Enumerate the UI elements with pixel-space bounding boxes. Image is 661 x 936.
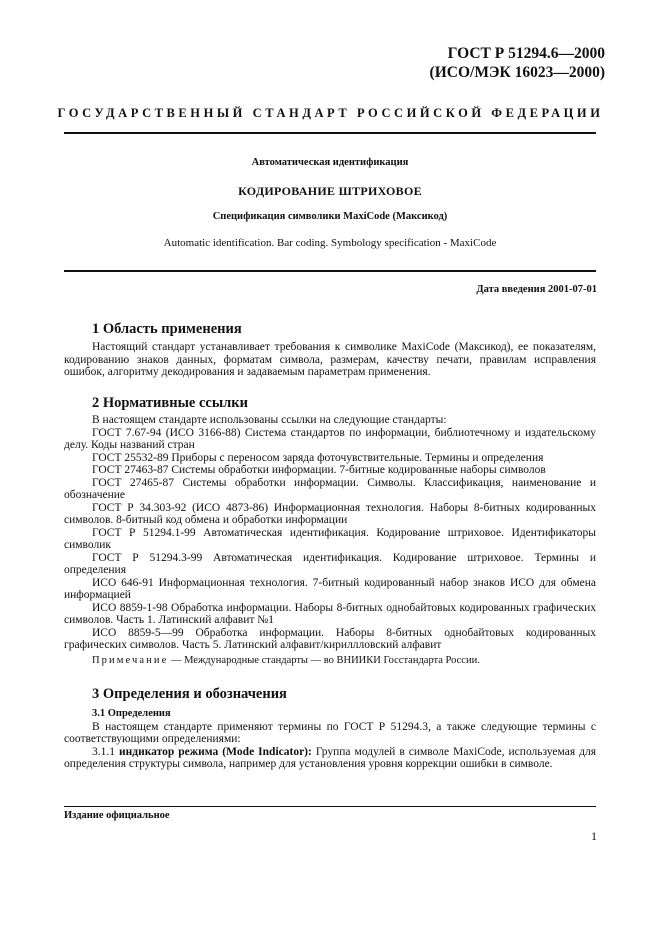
section3-heading-text: 3 Определения и обозначения — [92, 686, 287, 702]
footer-divider — [64, 806, 596, 807]
reference-item: ГОСТ 7.67-94 (ИСО 3166-88) Система стандартов по информации, библиотечному и издательскому делу. Коды названий стран — [64, 426, 596, 451]
subsection-heading — [64, 707, 596, 721]
top-divider — [64, 132, 596, 134]
section3-heading — [92, 686, 287, 703]
section1-paragraph: Настоящий стандарт устанавливает требования к символике MaxiCode (Максикод), ее показателям, кодированию знаков данных, форматам символа, размерам, качеству печати, правилам исправления ошибок, алгоритму декодирования и задаваемым параметрам применения. — [64, 341, 596, 378]
title-divider — [64, 270, 596, 272]
reference-item: ИСО 8859-5—99 Обработка информации. Наборы 8-битных однобайтовых кодированных графических символов. Часть 5. Латинский алфавит/кириллловский алфавит — [64, 626, 596, 651]
section3-intro: В настоящем стандарте применяют термины по ГОСТ Р 51294.3, а также следующие термины с соответствующими определениями: — [64, 720, 596, 745]
reference-item: ГОСТ 25532-89 Приборы с переносом заряда фоточувствительные. Термины и определения — [92, 451, 544, 464]
reference-item: ГОСТ 27463-87 Системы обработки информации. 7-битные кодированные наборы символов — [92, 464, 546, 476]
term-definition — [64, 746, 596, 771]
subtitle: Спецификация символики MaxiCode (Максикод) — [212, 211, 448, 222]
term-text: Группа модулей в символе MaxiCode, используемая для определения структуры символа, например для установления уровня коррекции ошибки в символе. — [64, 745, 597, 770]
document-code-line1: ГОСТ Р 51294.6—2000 — [447, 45, 605, 62]
main-title: КОДИРОВАНИЕ ШТРИХОВОЕ — [238, 184, 422, 198]
document-code-line2: (ИСО/МЭК 16023—2000) — [429, 64, 605, 81]
reference-item: В настоящем стандарте использованы ссылки на следующие стандарты: — [92, 414, 447, 426]
section2-heading-text: 2 Нормативные ссылки — [92, 395, 248, 411]
reference-item: ГОСТ Р 51294.3-99 Автоматическая идентификация. Кодирование штриховое. Термины и определения — [64, 551, 596, 576]
state-standard-title: ГОСУДАРСТВЕННЫЙ СТАНДАРТ РОССИЙСКОЙ ФЕДЕРАЦИИ — [57, 106, 604, 120]
document-code — [430, 44, 605, 82]
term-name: индикатор режима (Mode Indicator): — [119, 745, 312, 758]
reference-item: ИСО 646-91 Информационная технология. 7-битный кодированный набор знаков ИСО для обмена информацией — [64, 576, 596, 601]
section1-heading-text: 1 Область применения — [92, 321, 242, 337]
english-title: Automatic identification. Bar coding. Symbology specification - MaxiCode — [163, 237, 497, 249]
section1-heading — [92, 321, 242, 338]
section3-body — [64, 707, 596, 771]
page-number: 1 — [591, 829, 597, 843]
section2-heading — [92, 395, 248, 412]
reference-item: ИСО 8859-1-98 Обработка информации. Наборы 8-битных однобайтовых кодированных графических символов. Часть 1. Латинский алфавит №1 — [64, 601, 596, 626]
topic-heading: Автоматическая идентификация — [251, 157, 409, 168]
note — [64, 655, 596, 668]
subsection-heading-text: 3.1 Определения — [92, 708, 171, 719]
reference-item: ГОСТ 27465-87 Системы обработки информации. Символы. Классификация, наименование и обозначение — [64, 476, 596, 501]
section1-body — [64, 341, 596, 379]
section2-body — [64, 414, 596, 667]
note-label: Примечание — [92, 654, 169, 666]
edition-label: Издание официальное — [64, 810, 170, 821]
reference-item: ГОСТ Р 51294.1-99 Автоматическая идентификация. Кодирование штриховое. Идентификаторы символик — [64, 526, 596, 551]
introduction-date: Дата введения 2001-07-01 — [476, 284, 597, 295]
note-text: — Международные стандарты — во ВНИИКИ Госстандарта России. — [168, 654, 480, 666]
reference-item: ГОСТ Р 34.303-92 (ИСО 4873-86) Информационная технология. Наборы 8-битных кодированных символов. 8-битный код обмена и обработки информации — [64, 501, 596, 526]
term-number: 3.1.1 — [92, 745, 115, 758]
